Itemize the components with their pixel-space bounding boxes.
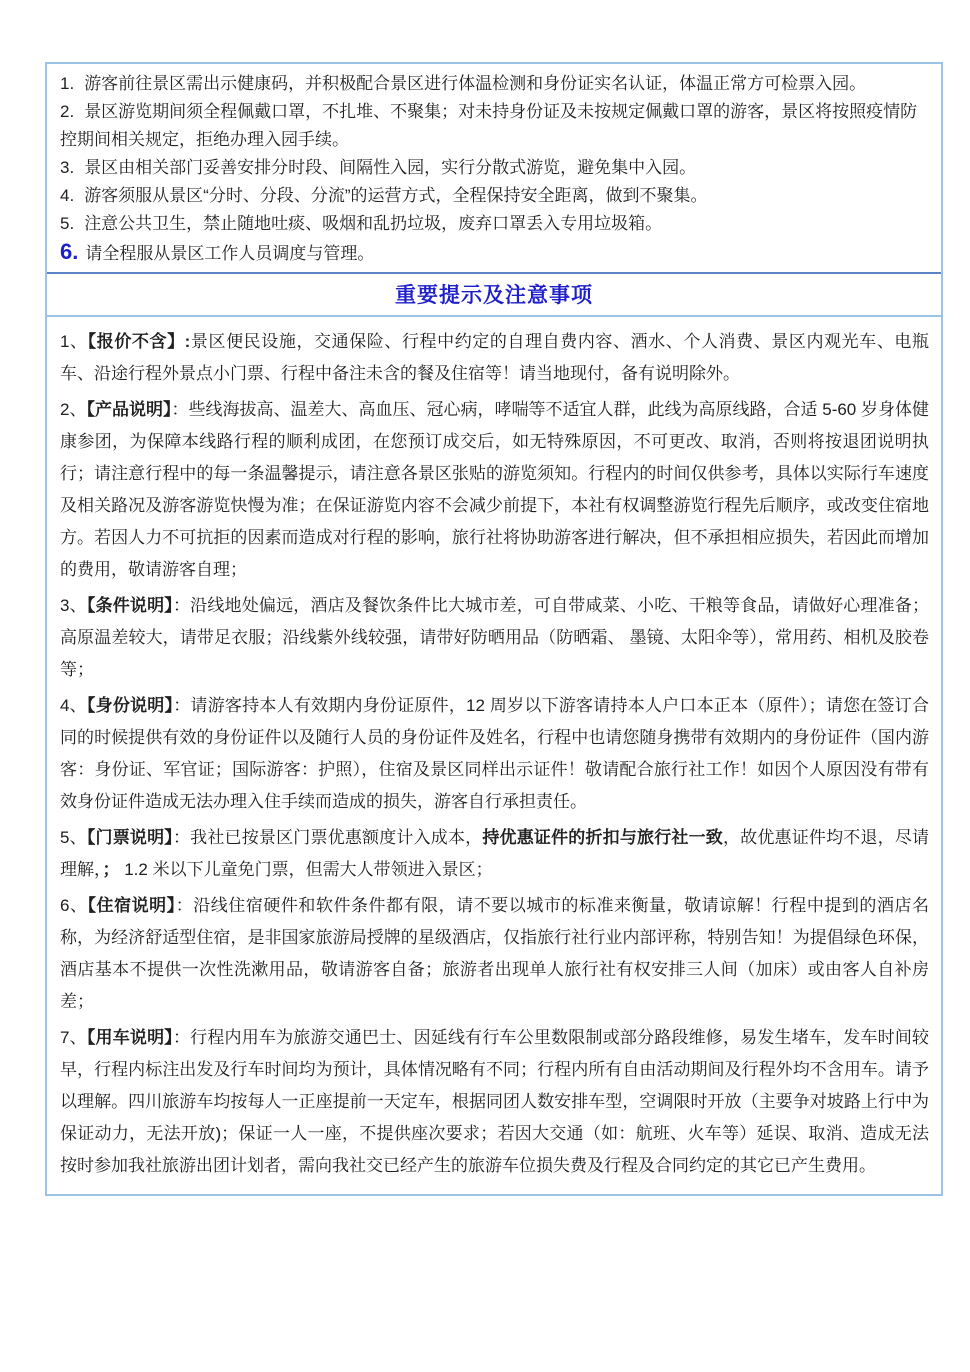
notice-item: [60, 182, 929, 210]
term-text: 2、: [60, 400, 87, 419]
term-paragraph: [60, 1022, 929, 1182]
notice-document-table: [45, 62, 943, 1196]
section-title: 重要提示及注意事项: [47, 272, 941, 317]
term-label-bold: ；: [102, 860, 120, 879]
term-paragraph: [60, 690, 929, 818]
notice-item-text: 游客前往景区需出示健康码，并积极配合景区进行体温检测和身份证实名认证，体温正常方可检票入园。: [84, 74, 867, 93]
term-text: 7、: [60, 1028, 87, 1047]
notice-item: [60, 154, 929, 182]
notice-item-text: 景区游览期间须全程佩戴口罩，不扎堆、不聚集；对未持身份证及未按规定佩戴口罩的游客，景区将按照疫情防控期间相关规定，拒绝办理入园手续。: [60, 102, 918, 149]
term-text: 景区便民设施，交通保险、行程中约定的自理自费内容、酒水、个人消费、景区内观光车、电瓶车、沿途行程外景点小门票、行程中备注未含的餐及住宿等！请当地现付，备有说明除外。: [60, 332, 929, 383]
term-label-bold: 【条件说明】: [86, 596, 173, 615]
term-label-bold: 【报价不含】:: [87, 332, 191, 351]
notice-item-number: 6.: [60, 239, 79, 264]
notice-item: [60, 98, 929, 154]
terms-and-notes-section: [47, 317, 941, 1194]
term-text: ：些线海拔高、温差大、高血压、冠心病，哮喘等不适宜人群，此线为高原线路，合适 5-60 岁身体健康参团，为保障本线路行程的顺利成团，在您预订成交后，如无特殊原因，不可更改、取消，否则将按退团说明执行；请注意行程中的每一条温馨提示，请注意各景区张贴的游览须知。行程内的时间仅供参考，具体以实际行车速度及相关路况及游客游览快慢为准；在保证游览内容不会减少前提下，本社有权调整游览行程先后顺序，或改变住宿地方。若因人力不可抗拒的因素而造成对行程的影响，旅行社将协助游客进行解决，但不承担相应损失，若因此而增加的费用，敬请游客自理；: [60, 400, 929, 579]
notice-item: [60, 238, 929, 268]
term-text: ：我社已按景区门票优惠额度计入成本，: [172, 828, 483, 847]
notice-item-text: 注意公共卫生，禁止随地吐痰、吸烟和乱扔垃圾，废弃口罩丢入专用垃圾箱。: [84, 214, 663, 233]
notice-item: [60, 210, 929, 238]
term-paragraph: [60, 394, 929, 586]
notice-item-number: 5.: [60, 214, 75, 233]
term-label-bold: 持优惠证件的折扣与旅行社一致: [482, 828, 723, 847]
notice-item-number: 4.: [60, 186, 75, 205]
term-label-bold: 【门票说明】: [86, 828, 173, 847]
term-label-bold: 【产品说明】: [86, 400, 172, 419]
term-text: ：请游客持本人有效期内身份证原件，12 周岁以下游客请持本人户口本正本（原件）；请您在签订合同的时候提供有效的身份证件以及随行人员的身份证件及姓名，行程中也请您随身携带有效期内的身份证件（国内游客：身份证、军官证；国际游客：护照），住宿及景区同样出示证件！敬请配合旅行社工作！如因个人原因没有带有效身份证件造成无法办理入住手续而造成的损失，游客自行承担责任。: [60, 696, 929, 811]
notice-item-number: 2.: [60, 102, 75, 121]
epidemic-notice-list: [47, 64, 941, 272]
term-text: 1.2 米以下儿童免门票，但需大人带领进入景区；: [119, 860, 493, 879]
notice-item-text: 游客须服从景区“分时、分段、分流”的运营方式，全程保持安全距离，做到不聚集。: [84, 186, 708, 205]
term-text: 4、: [60, 696, 87, 715]
notice-item-number: 1.: [60, 74, 75, 93]
term-label-bold: 【用车说明】: [86, 1028, 173, 1047]
notice-item-text: 请全程服从景区工作人员调度与管理。: [85, 244, 375, 263]
term-label-bold: 【身份说明】: [86, 696, 174, 715]
term-text: ：沿线住宿硬件和软件条件都有限，请不要以城市的标准来衡量，敬请谅解！行程中提到的酒店名称，为经济舒适型住宿，是非国家旅游局授牌的星级酒店，仅指旅行社行业内部评称，特别告知！为提倡绿色环保，酒店基本不提供一次性洗漱用品，敬请游客自备；旅游者出现单人旅行社有权安排三人间（加床）或由客人自补房差；: [60, 896, 930, 1011]
term-text: 6、: [60, 896, 88, 915]
notice-item-number: 3.: [60, 158, 75, 177]
term-text: 1、: [60, 332, 88, 351]
term-text: ：行程内用车为旅游交通巴士、因延线有行车公里数限制或部分路段维修，易发生堵车，发车时间较早，行程内标注出发及行车时间均为预计，具体情况略有不同；行程内所有自由活动期间及行程外均不含用车。请予以理解。四川旅游车均按每人一正座提前一天定车，根据同团人数安排车型，空调限时开放（主要争对坡路上行中为保证动力，无法开放)；保证一人一座，不提供座次要求；若因大交通（如：航班、火车等）延误、取消、造成无法按时参加我社旅游出团计划者，需向我社交已经产生的旅游车位损失费及行程及合同约定的其它已产生费用。: [60, 1028, 930, 1175]
term-text: ，故优惠证件均不退，尽请理解，: [60, 828, 930, 879]
term-paragraph: [60, 590, 929, 686]
term-paragraph: [60, 822, 929, 886]
notice-item-text: 景区由相关部门妥善安排分时段、间隔性入园，实行分散式游览，避免集中入园。: [84, 158, 697, 177]
term-text: 3、: [60, 596, 87, 615]
notice-item: [60, 70, 929, 98]
term-text: 5、: [60, 828, 87, 847]
term-text: ：沿线地处偏远，酒店及餐饮条件比大城市差，可自带咸菜、小吃、干粮等食品，请做好心理准备；高原温差较大，请带足衣服；沿线紫外线较强，请带好防晒用品（防晒霜、 墨镜、太阳伞等），常用药、相机及胶卷等；: [60, 596, 930, 679]
term-paragraph: [60, 890, 929, 1018]
term-label-bold: 【住宿说明】: [87, 896, 176, 915]
term-paragraph: [60, 326, 929, 390]
